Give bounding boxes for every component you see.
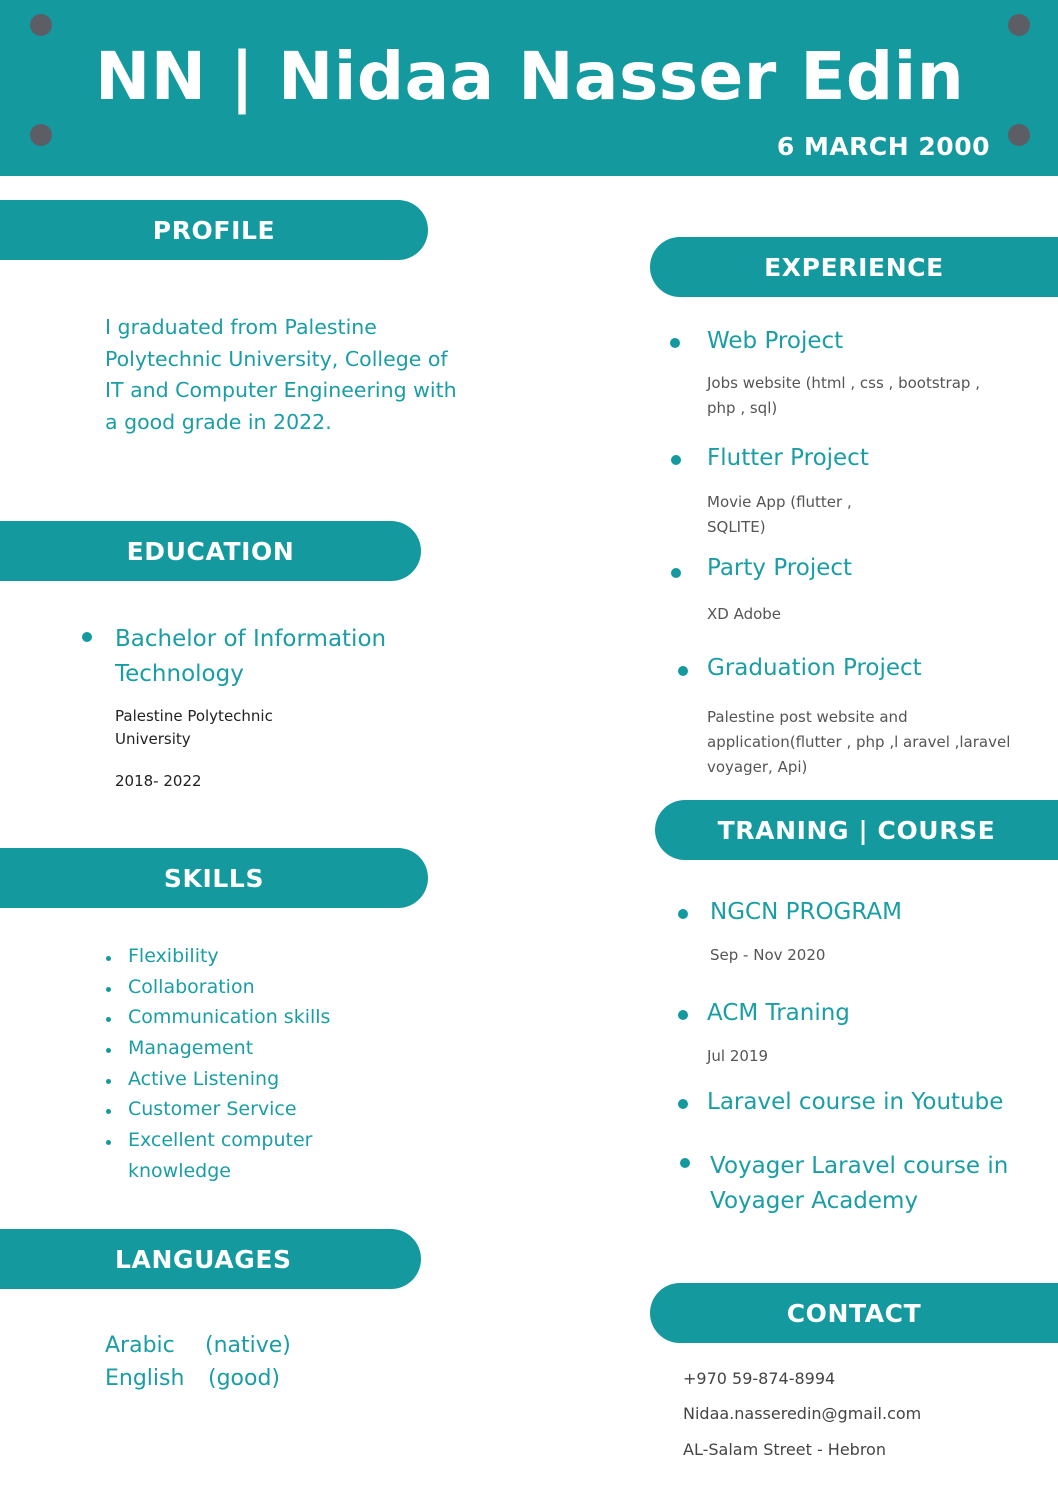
experience-title: Graduation Project [707,655,922,681]
skill-item: Management [128,1037,254,1059]
bullet-icon [106,956,111,961]
training-date: Sep - Nov 2020 [710,946,826,964]
language-name: English [105,1366,185,1391]
experience-desc: voyager, Api) [707,758,808,776]
languages-heading: LANGUAGES [0,1229,421,1289]
training-title: Voyager Laravel course in Voyager Academy [710,1153,1009,1214]
training-title: Laravel course in Youtube [707,1089,1004,1115]
profile-text: I graduated from Palestine Polytechnic University, College of IT and Computer Engineering with a good grade in 2022. [105,315,457,434]
bullet-icon [671,568,681,578]
experience-desc: Jobs website (html , css , bootstrap , [707,374,980,392]
skill-item: Flexibility [128,945,219,967]
pin-icon [30,14,52,36]
bullet-icon [678,666,688,676]
skills-heading: SKILLS [0,848,428,908]
pin-icon [1008,14,1030,36]
experience-title: Web Project [707,328,844,354]
education-years: 2018- 2022 [115,772,202,790]
training-heading: TRANING | COURSE [655,800,1058,860]
bullet-icon [106,1048,111,1053]
bullet-icon [82,632,92,642]
date-of-birth: 6 MARCH 2000 [776,132,990,161]
contact-heading: CONTACT [650,1283,1058,1343]
training-date: Jul 2019 [707,1047,769,1065]
education-degree: Bachelor of Information Technology [115,626,387,687]
language-level: (good) [208,1366,281,1391]
bullet-icon [106,1017,111,1022]
skill-item-continued: knowledge [128,1160,231,1182]
profile-heading: PROFILE [0,200,428,260]
training-title: NGCN PROGRAM [710,899,903,925]
skill-item: Customer Service [128,1098,297,1120]
bullet-icon [670,338,680,348]
education-heading: EDUCATION [0,521,421,581]
bullet-icon [106,1140,111,1145]
education-school: Palestine Polytechnic University [115,707,273,748]
bullet-icon [671,455,681,465]
skill-item: Collaboration [128,976,255,998]
experience-desc: Movie App (flutter , [707,493,852,511]
bullet-icon [106,987,111,992]
skill-item: Excellent computer [128,1129,313,1151]
skill-item: Communication skills [128,1006,331,1028]
bullet-icon [106,1109,111,1114]
bullet-icon [106,1079,111,1084]
experience-desc: application(flutter , php ,l aravel ,laravel [707,733,1011,751]
bullet-icon [678,909,688,919]
bullet-icon [678,1099,688,1109]
pin-icon [30,124,52,146]
experience-title: Flutter Project [707,445,869,471]
bullet-icon [678,1010,688,1020]
contact-address: AL-Salam Street - Hebron [683,1440,886,1459]
contact-phone[interactable]: +970 59-874-8994 [683,1369,836,1388]
language-name: Arabic [105,1333,175,1358]
experience-desc: SQLITE) [707,518,766,536]
contact-email[interactable]: Nidaa.nasseredin@gmail.com [683,1404,922,1423]
experience-desc: php , sql) [707,399,778,417]
experience-title: Party Project [707,555,853,581]
pin-icon [1008,124,1030,146]
experience-heading: EXPERIENCE [650,237,1058,297]
full-name: NN | Nidaa Nasser Edin [95,38,965,115]
language-level: (native) [205,1333,291,1358]
experience-desc: Palestine post website and [707,708,908,726]
experience-desc: XD Adobe [707,605,782,623]
bullet-icon [680,1158,690,1168]
training-title: ACM Traning [707,1000,850,1026]
skill-item: Active Listening [128,1068,280,1090]
